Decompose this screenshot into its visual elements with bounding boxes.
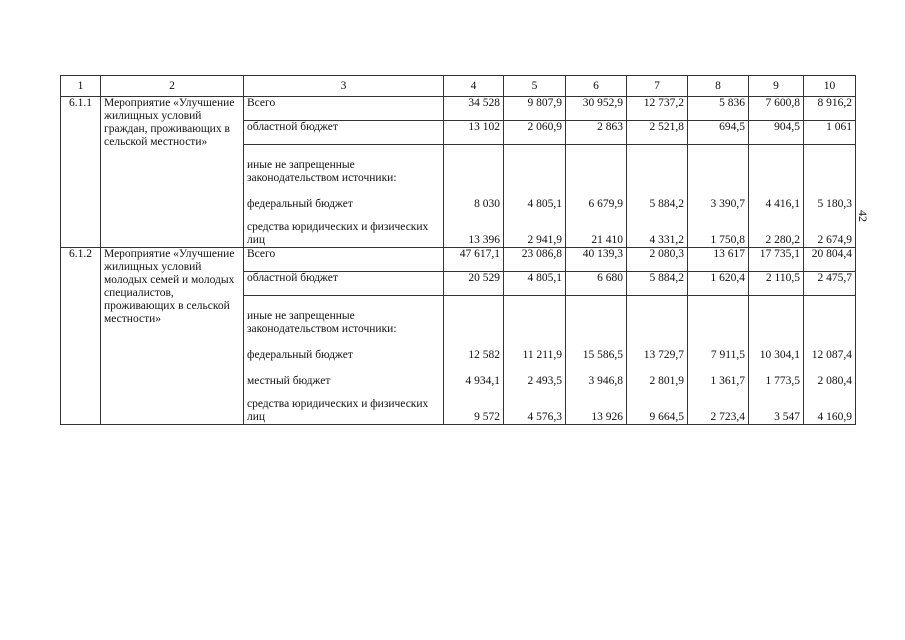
value-stack [688, 296, 749, 425]
value-cell: 5 884,2 [649, 198, 684, 210]
header-cell: 1 [61, 76, 101, 97]
source-label: средства юридических и физических лиц [247, 221, 429, 246]
table-row [61, 97, 856, 121]
value-cell: 3 390,7 [710, 198, 745, 210]
value-stack [627, 296, 688, 425]
measure-number: 6.1.1 [61, 97, 101, 248]
source-labels [244, 296, 444, 425]
value-stack [804, 296, 856, 425]
value-cell: 1 750,8 [710, 234, 745, 246]
value-cell: 4 934,1 [465, 375, 500, 387]
value-cell [807, 145, 852, 185]
value-cell: 34 528 [444, 97, 504, 121]
value-cell: 4 416,1 [765, 198, 800, 210]
header-cell: 6 [566, 76, 627, 97]
value-cell: 2 801,9 [649, 375, 684, 387]
header-row [61, 76, 856, 97]
value-cell: 4 331,2 [649, 234, 684, 246]
value-stack [627, 145, 688, 248]
value-cell: 13 729,7 [643, 349, 684, 361]
value-cell: 5 884,2 [627, 272, 688, 296]
value-cell: 7 600,8 [749, 97, 804, 121]
value-stack [566, 145, 627, 248]
value-cell: 6 680 [566, 272, 627, 296]
value-stack [749, 145, 804, 248]
value-cell: 12 737,2 [627, 97, 688, 121]
source-label: средства юридических и физических лиц [247, 398, 429, 423]
value-cell: 3 547 [774, 411, 800, 423]
value-stack [444, 296, 504, 425]
value-cell: 30 952,9 [566, 97, 627, 121]
value-cell [447, 296, 500, 336]
header-cell: 10 [804, 76, 856, 97]
measure-name: Мероприятие «Улучшение жилищных условий граждан, проживающих в сельской местности» [101, 97, 244, 248]
header-cell: 9 [749, 76, 804, 97]
value-cell: 13 396 [468, 234, 500, 246]
value-stack [566, 296, 627, 425]
value-cell [807, 296, 852, 336]
value-cell: 2 674,9 [817, 234, 852, 246]
table-body [61, 76, 856, 425]
value-cell: 2 723,4 [710, 411, 745, 423]
value-cell: 2 080,3 [627, 248, 688, 272]
value-cell: 2 060,9 [504, 121, 566, 145]
header-cell: 8 [688, 76, 749, 97]
value-cell: 9 664,5 [649, 411, 684, 423]
value-cell [752, 296, 800, 336]
value-cell [447, 145, 500, 185]
source-label: федеральный бюджет [247, 349, 353, 361]
value-cell: 1 061 [804, 121, 856, 145]
row-label: Всего [244, 248, 444, 272]
source-labels [244, 145, 444, 248]
value-cell: 15 586,5 [582, 349, 623, 361]
value-cell: 20 804,4 [804, 248, 856, 272]
value-cell: 13 102 [444, 121, 504, 145]
value-cell: 12 582 [468, 349, 500, 361]
value-cell: 1 620,4 [688, 272, 749, 296]
value-cell: 2 110,5 [749, 272, 804, 296]
value-cell: 2 863 [566, 121, 627, 145]
value-cell: 21 410 [591, 234, 623, 246]
value-cell: 5 836 [688, 97, 749, 121]
value-cell: 2 493,5 [527, 375, 562, 387]
header-cell: 2 [101, 76, 244, 97]
value-cell: 8 030 [474, 198, 500, 210]
value-cell: 2 941,9 [527, 234, 562, 246]
value-cell: 2 280,2 [765, 234, 800, 246]
value-cell: 7 911,5 [710, 349, 745, 361]
value-cell: 1 361,7 [710, 375, 745, 387]
value-cell [691, 145, 745, 185]
page-number: 42 [856, 210, 870, 222]
source-label: иные не запрещенные законодательством источники: [247, 159, 397, 184]
value-cell: 5 180,3 [817, 198, 852, 210]
value-cell: 12 087,4 [811, 349, 852, 361]
value-cell: 8 916,2 [804, 97, 856, 121]
value-cell [569, 145, 623, 185]
value-cell: 20 529 [444, 272, 504, 296]
value-cell: 2 475,7 [804, 272, 856, 296]
value-cell [630, 145, 684, 185]
source-label: федеральный бюджет [247, 198, 353, 210]
value-stack [444, 145, 504, 248]
value-cell: 4 805,1 [527, 198, 562, 210]
row-label: областной бюджет [244, 272, 444, 296]
value-cell: 9 572 [474, 411, 500, 423]
header-cell: 7 [627, 76, 688, 97]
value-cell: 13 617 [688, 248, 749, 272]
value-cell: 23 086,8 [504, 248, 566, 272]
value-cell: 1 773,5 [765, 375, 800, 387]
value-cell: 4 160,9 [817, 411, 852, 423]
value-cell [507, 296, 562, 336]
value-stack [804, 145, 856, 248]
value-cell: 17 735,1 [749, 248, 804, 272]
value-cell: 904,5 [749, 121, 804, 145]
value-cell: 10 304,1 [759, 349, 800, 361]
source-label: иные не запрещенные законодательством источники: [247, 310, 397, 335]
value-cell [569, 296, 623, 336]
header-cell: 4 [444, 76, 504, 97]
value-stack [688, 145, 749, 248]
value-cell: 11 211,9 [522, 349, 562, 361]
value-cell: 6 679,9 [588, 198, 623, 210]
value-cell: 4 805,1 [504, 272, 566, 296]
value-cell: 3 946,8 [588, 375, 623, 387]
value-cell [691, 296, 745, 336]
header-cell: 5 [504, 76, 566, 97]
measure-number: 6.1.2 [61, 248, 101, 425]
table-row [61, 248, 856, 272]
value-cell: 47 617,1 [444, 248, 504, 272]
value-cell [507, 145, 562, 185]
value-cell: 4 576,3 [527, 411, 562, 423]
header-cell: 3 [244, 76, 444, 97]
value-stack [749, 296, 804, 425]
funding-table [60, 75, 856, 425]
value-cell [752, 145, 800, 185]
value-cell: 40 139,3 [566, 248, 627, 272]
value-cell: 13 926 [591, 411, 623, 423]
value-cell [630, 296, 684, 336]
value-cell: 694,5 [688, 121, 749, 145]
value-stack [504, 296, 566, 425]
row-label: областной бюджет [244, 121, 444, 145]
value-stack [504, 145, 566, 248]
value-cell: 2 080,4 [817, 375, 852, 387]
value-cell: 9 807,9 [504, 97, 566, 121]
value-cell: 2 521,8 [627, 121, 688, 145]
source-label: местный бюджет [247, 375, 331, 387]
measure-name: Мероприятие «Улучшение жилищных условий молодых семей и молодых специалистов, проживающих в сельской местности» [101, 248, 244, 425]
row-label: Всего [244, 97, 444, 121]
